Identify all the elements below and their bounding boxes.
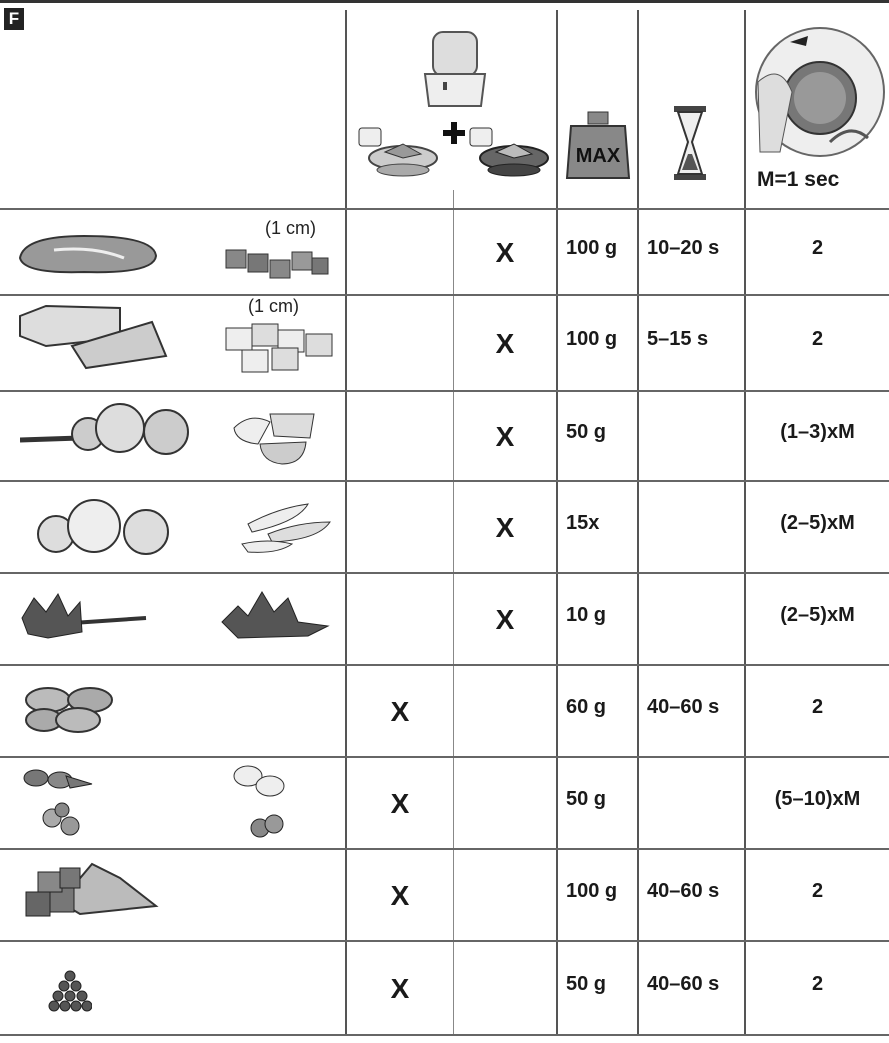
meat-icon	[14, 228, 164, 278]
nuts-icon	[22, 766, 96, 838]
row-divider	[0, 480, 889, 482]
amount-cell: 50 g	[566, 421, 607, 443]
speed-cell: 2	[811, 973, 824, 995]
blade-b-mark: X	[495, 604, 515, 635]
blade-b-mark: X	[495, 512, 515, 543]
onion-icon	[20, 400, 190, 462]
grinder-bowl-icon	[415, 28, 495, 118]
cheese-icon	[16, 302, 176, 374]
plus-icon	[442, 120, 466, 146]
meat-cubes-icon	[222, 240, 332, 280]
blade-a-mark: X	[390, 696, 410, 727]
time-cell: 40–60 s	[647, 696, 720, 718]
speed-cell: (5–10)xM	[774, 788, 861, 810]
speed-dial-icon	[750, 12, 886, 162]
blade-a-mark: X	[390, 973, 410, 1004]
row-divider	[0, 208, 889, 210]
blade-b-icon	[466, 124, 556, 184]
row-divider	[0, 1034, 889, 1036]
size-note: (1 cm)	[248, 296, 299, 316]
coffee-beans-icon	[22, 684, 118, 734]
garlic-cloves-icon	[238, 500, 334, 556]
column-divider	[556, 10, 558, 1035]
peppercorns-icon	[48, 968, 92, 1012]
speed-cell: (2–5)xM	[780, 512, 855, 534]
amount-cell: 100 g	[566, 328, 618, 350]
time-cell: 5–15 s	[647, 328, 709, 350]
speed-cell: 2	[811, 328, 824, 350]
amount-cell: 60 g	[566, 696, 607, 718]
section-badge: F	[4, 8, 24, 30]
row-divider	[0, 756, 889, 758]
blade-a-mark: X	[390, 880, 410, 911]
amount-cell: 100 g	[566, 880, 618, 902]
onion-slices-icon	[230, 408, 320, 468]
herbs-icon	[18, 588, 148, 644]
blade-b-mark: X	[495, 328, 515, 359]
garlic-icon	[34, 498, 174, 558]
time-cell: 40–60 s	[647, 880, 720, 902]
chopped-herbs-icon	[218, 586, 334, 642]
size-note: (1 cm)	[265, 218, 316, 238]
amount-cell: 15x	[566, 512, 600, 534]
blade-a-mark: X	[390, 788, 410, 819]
blade-b-mark: X	[495, 421, 515, 452]
blade-a-icon	[355, 124, 445, 184]
row-divider	[0, 294, 889, 296]
row-divider	[0, 390, 889, 392]
hourglass-icon	[672, 104, 708, 182]
amount-cell: 100 g	[566, 237, 618, 259]
row-divider	[0, 848, 889, 850]
time-cell: 40–60 s	[647, 973, 720, 995]
row-divider	[0, 572, 889, 574]
time-cell: 10–20 s	[647, 237, 720, 259]
amount-cell: 10 g	[566, 604, 607, 626]
speed-cell: (2–5)xM	[780, 604, 855, 626]
chopped-nuts-icon	[228, 764, 298, 844]
speed-cell: 2	[811, 696, 824, 718]
column-divider	[637, 10, 639, 1035]
row-divider	[0, 664, 889, 666]
speed-cell: 2	[811, 237, 824, 259]
blade-b-mark: X	[495, 237, 515, 268]
top-rule	[0, 0, 889, 3]
cheese-cubes-icon	[222, 320, 338, 376]
pulse-label: M=1 sec	[757, 168, 840, 191]
weight-max-icon	[563, 110, 633, 182]
amount-cell: 50 g	[566, 973, 607, 995]
column-divider	[453, 190, 454, 1035]
row-divider	[0, 940, 889, 942]
speed-cell: 2	[811, 880, 824, 902]
max-label: MAX	[575, 145, 621, 167]
amount-cell: 50 g	[566, 788, 607, 810]
sugar-icon	[20, 858, 160, 930]
speed-cell: (1–3)xM	[780, 421, 855, 443]
